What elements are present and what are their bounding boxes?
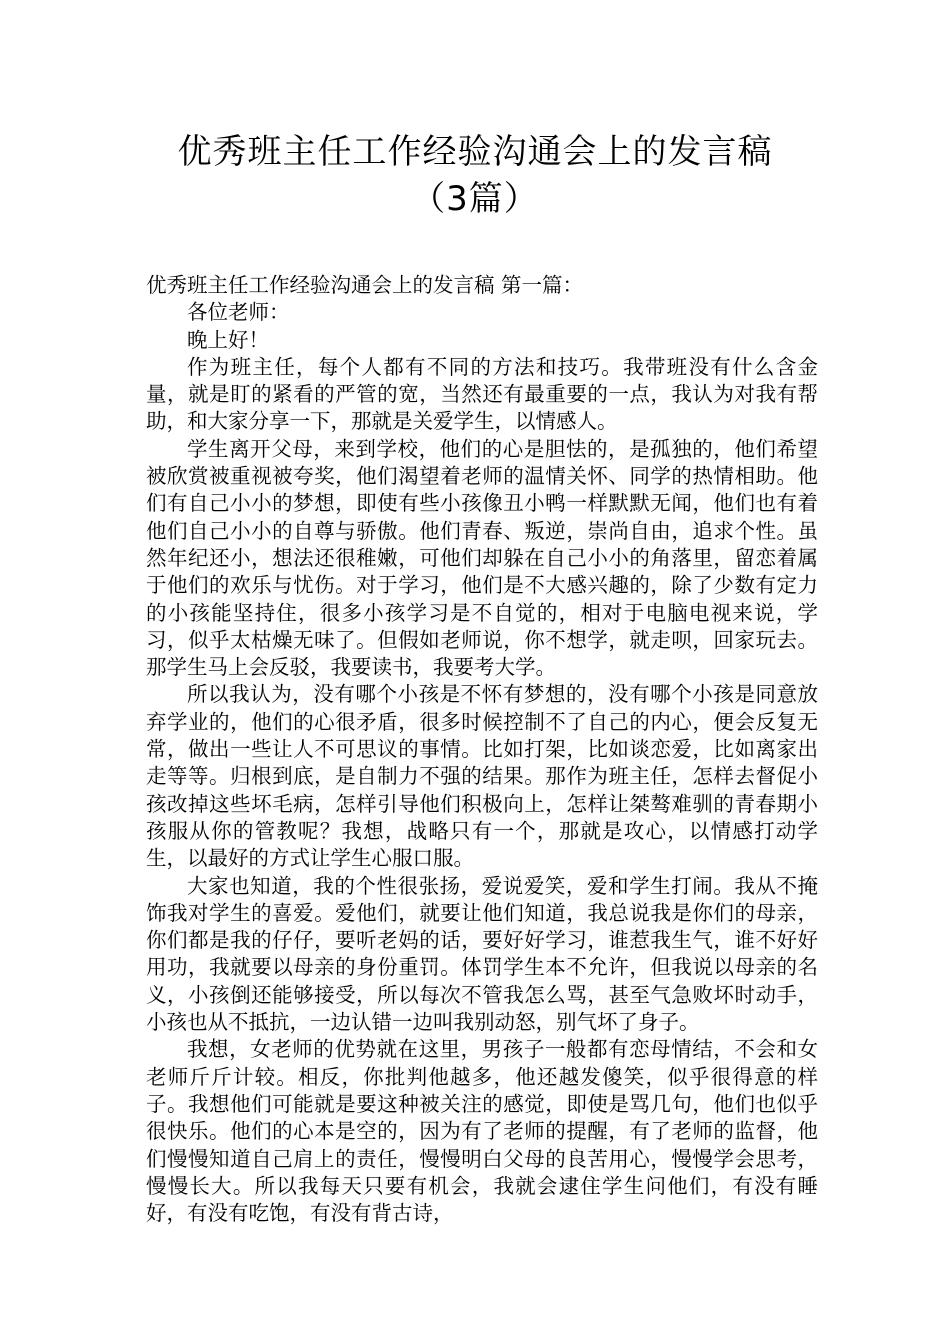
- greeting: 晚上好！: [187, 327, 269, 352]
- body-paragraph: 学生离开父母，来到学校，他们的心是胆怯的，是孤独的，他们希望被欣赏被重视被夸奖，他们渴望着老师的温情关怀、同学的热情相助。他们有自己小小的梦想，即使有些小孩像丑小鸭一样默默无闻，他们也有着他们自己小小的自尊与骄傲。他们青春、叛逆，崇尚自由，追求个性。虽然年纪还小，想法还很稚嫩，可他们却躲在自己小小的角落里，留恋着属于他们的欢乐与忧伤。对于学习，他们是不大感兴趣的，除了少数有定力的小孩能坚持住，很多小孩学习是不自觉的，相对于电脑电视来说，学习，似乎太枯燥无味了。但假如老师说，你不想学，就走呗，回家玩去。那学生马上会反驳，我要读书，我要考大学。: [146, 436, 818, 680]
- body-paragraph: 大家也知道，我的个性很张扬，爱说爱笑，爱和学生打闹。我从不掩饰我对学生的喜爱。爱他们，就要让他们知道，我总说我是你们的母亲，你们都是我的仔仔，要听老妈的话，要好好学习，谁惹我生气，谁不好好用功，我就要以母亲的身份重罚。体罚学生本不允许，但我说以母亲的名义，小孩倒还能够接受，所以每次不管我怎么骂，甚至气急败坏时动手，小孩也从不抵抗，一边认错一边叫我别动怒，别气坏了身子。: [146, 873, 818, 1035]
- body-paragraph: 所以我认为，没有哪个小孩是不怀有梦想的，没有哪个小孩是同意放弃学业的，他们的心很矛盾，很多时候控制不了自己的内心，便会反复无常，做出一些让人不可思议的事情。比如打架，比如谈恋爱，比如离家出走等等。归根到底，是自制力不强的结果。那作为班主任，怎样去督促小孩改掉这些坏毛病，怎样引导他们积极向上，怎样让桀骜难驯的青春期小孩服从你的管教呢？我想，战略只有一个，那就是攻心，以情感打动学生，以最好的方式让学生心服口服。: [146, 682, 818, 871]
- section-heading: 优秀班主任工作经验沟通会上的发言稿 第一篇：: [146, 273, 584, 297]
- body-paragraph: 作为班主任，每个人都有不同的方法和技巧。我带班没有什么含金量，就是盯的紧看的严管的宽，当然还有最重要的一点，我认为对我有帮助，和大家分享一下，那就是关爱学生，以情感人。: [146, 354, 818, 434]
- document-title-subtitle: （3篇）: [411, 179, 539, 219]
- body-paragraph: 我想，女老师的优势就在这里，男孩子一般都有恋母情结，不会和女老师斤斤计较。相反，你批判他越多，他还越发傻笑，似乎很得意的样子。我想他们可能就是要这种被关注的感觉，即使是骂几句，他们也似乎很快乐。他们的心本是空的，因为有了老师的提醒，有了老师的监督，他们慢慢知道自己肩上的责任，慢慢明白父母的良苦用心，慢慢学会思考，慢慢长大。所以我每天只要有机会，我就会逮住学生问他们，有没有睡好，有没有吃饱，有没有背古诗，: [146, 1037, 818, 1226]
- salutation: 各位老师：: [187, 300, 290, 325]
- document-body: [146, 272, 818, 1227]
- document-title: 优秀班主任工作经验沟通会上的发言稿: [177, 132, 773, 172]
